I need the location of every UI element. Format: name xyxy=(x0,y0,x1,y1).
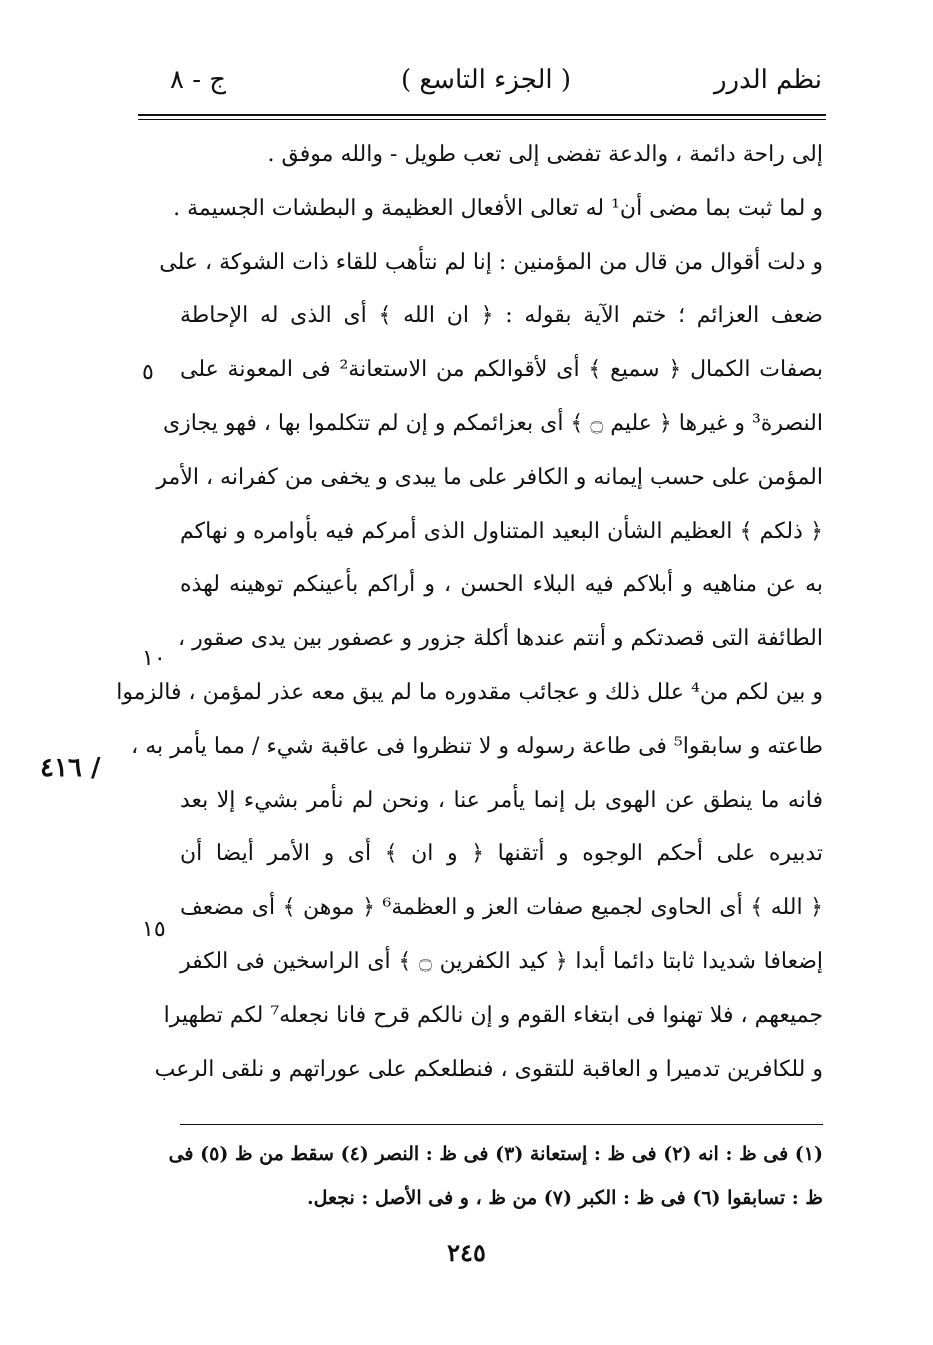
text-line: طاعته و سابقوا⁵ فى طاعة رسوله و لا تنظروا فى عاقبة شيء / مما يأمر به ، xyxy=(131,733,823,759)
text-line: به عن مناهيه و أبلاكم فيه البلاء الحسن ، و أراكم بأعينكم توهينه لهذه xyxy=(180,572,823,598)
footnote-line: ظ : تسابقوا (٦) فى ظ : الكبر (٧) من ظ ، و فى الأصل : نجعل. xyxy=(307,1187,823,1209)
running-header xyxy=(150,62,822,102)
manuscript-folio-note: ٤١٦ / xyxy=(40,753,101,783)
text-line: ﴿ ذلكم ﴾ العظيم الشأن البعيد المتناول الذى أمركم فيه بأوامره و نهاكم xyxy=(180,518,823,544)
header-rule-thick xyxy=(138,114,826,116)
text-line: ﴿ الله ﴾ أى الحاوى لجميع صفات العز و العظمة⁶ ﴿ موهن ﴾ أى مضعف xyxy=(180,895,824,921)
text-line: الطائفة التى قصدتكم و أنتم عندها أكلة جزور و عصفور بين يدى صقور ، xyxy=(177,626,823,652)
part-title: ( الجزء التاسع ) xyxy=(400,65,572,95)
text-line: النصرة³ و غيرها ﴿ عليم ۝ ﴾ أى بعزائمكم و إن لم تتكلموا بها ، فهو يجازى xyxy=(162,410,823,436)
page-number: ٢٤٥ xyxy=(447,1238,486,1267)
text-line: فانه ما ينطق عن الهوى بل إنما يأمر عنا ، ونحن لم نأمر بشيء إلا بعد xyxy=(180,787,823,813)
text-line: إلى راحة دائمة ، والدعة تفضى إلى تعب طويل - والله موفق . xyxy=(267,142,823,167)
text-line: و دلت أقوال من قال من المؤمنين : إنا لم نتأهب للقاء ذات الشوكة ، على xyxy=(159,249,823,275)
text-line: ضعف العزائم ؛ ختم الآية بقوله : ﴿ ان الله ﴾ أى الذى له الإحاطة xyxy=(180,303,823,329)
line-number-10: ١٠ xyxy=(142,646,166,671)
text-line: و بين لكم من⁴ علل ذلك و عجائب مقدوره ما لم يبق معه عذر لمؤمن ، فالزموا xyxy=(116,679,823,705)
text-line: المؤمن على حسب إيمانه و الكافر على ما يبدى و يخفى من كفرانه ، الأمر xyxy=(156,464,823,490)
text-line: تدبيره على أحكم الوجوه و أتقنها ﴿ و ان ﴾ أى و الأمر أيضا أن xyxy=(180,841,823,867)
volume-label: ج - ٨ xyxy=(170,65,227,95)
text-line: و لما ثبت بما مضى أن¹ له تعالى الأفعال العظيمة و البطشات الجسيمة . xyxy=(173,195,823,221)
footnote-line: (١) فى ظ : انه (٢) فى ظ : إستعانة (٣) فى ظ : النصر (٤) سقط من ظ (٥) فى xyxy=(168,1143,823,1165)
footnote-rule xyxy=(180,1124,823,1125)
line-number-15: ١٥ xyxy=(142,917,166,942)
text-line: و للكافرين تدميرا و العاقبة للتقوى ، فنطلعكم على عوراتهم و نلقى الرعب xyxy=(154,1056,823,1082)
book-title: نظم الدرر xyxy=(713,65,822,95)
header-rule-thin xyxy=(138,119,826,120)
line-number-5: ٥ xyxy=(142,360,154,385)
footnotes xyxy=(168,1132,823,1220)
text-line: بصفات الكمال ﴿ سميع ﴾ أى لأقوالكم من الاستعانة² فى المعونة على xyxy=(180,357,823,383)
text-line: إضعافا شديدا ثابتا دائما أبدا ﴿ كيد الكفرين ۝ ﴾ أى الراسخين فى الكفر xyxy=(180,948,823,974)
text-line: جميعهم ، فلا تهنوا فى ابتغاء القوم و إن نالكم قرح فانا نجعله⁷ لكم تطهيرا xyxy=(163,1002,823,1028)
